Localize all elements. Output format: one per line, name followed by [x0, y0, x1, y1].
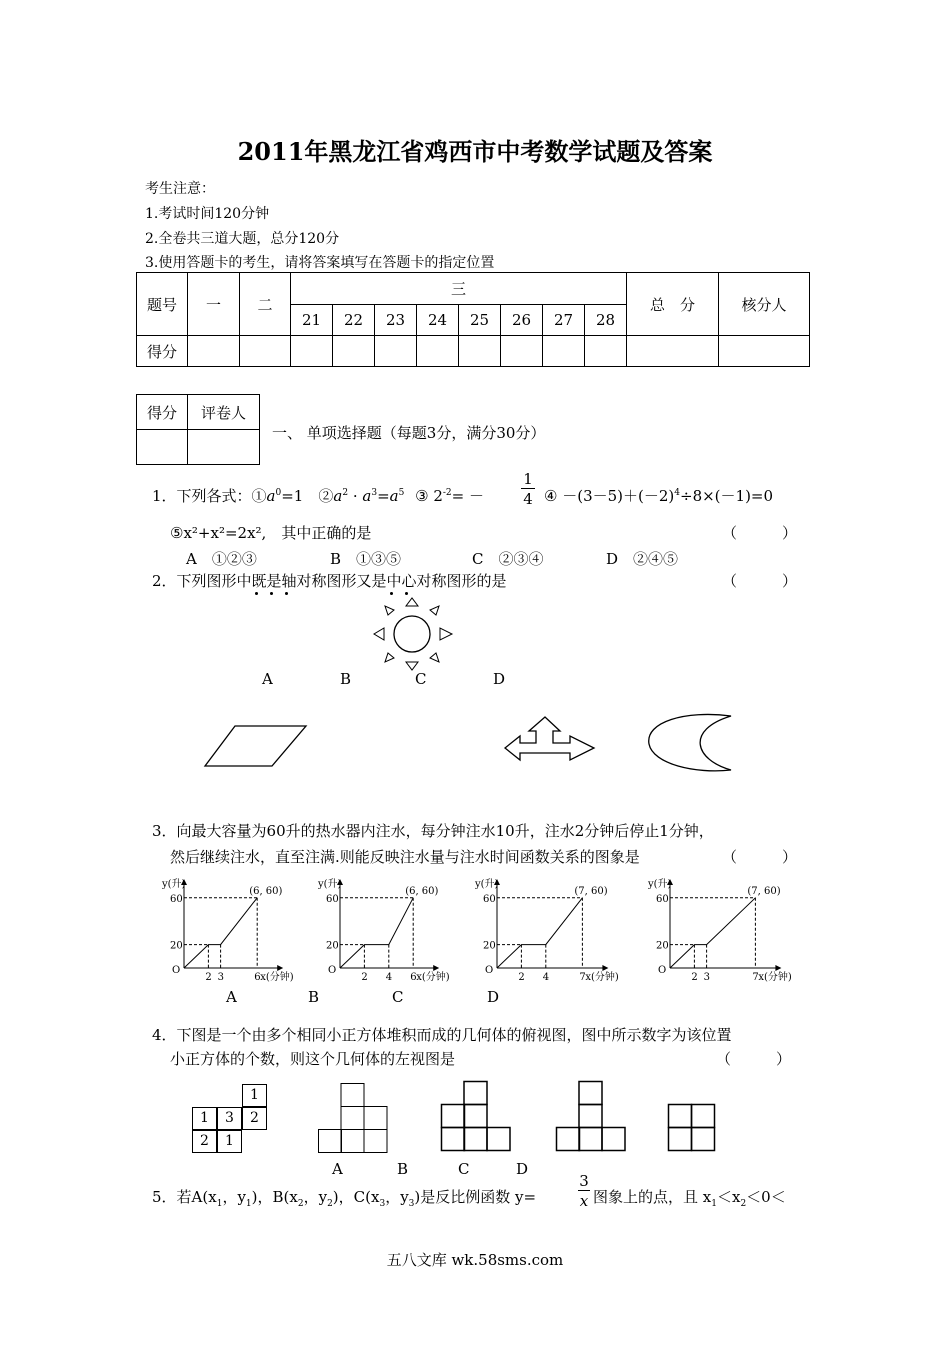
top-view-grid — [192, 1084, 270, 1156]
score-table-subnum: 25 — [459, 305, 501, 336]
origin-label: O — [485, 965, 494, 976]
x-tick-label: 2 — [205, 972, 212, 983]
top-view-cell: 2 — [192, 1130, 217, 1153]
origin-label: O — [328, 965, 337, 976]
notice-item: 1.考试时间120分钟 — [145, 206, 270, 222]
y-axis-label: y(升) — [162, 879, 186, 890]
x-axis-arrow — [277, 965, 283, 971]
x-axis-label: x(分钟) — [585, 972, 619, 983]
score-table-subnum: 27 — [543, 305, 585, 336]
score-cell[interactable] — [333, 336, 375, 367]
score-table-subnum: 28 — [585, 305, 627, 336]
q2-answer-paren[interactable]: （ ） — [722, 572, 798, 590]
q3-graph-c — [475, 875, 625, 987]
q3-label-b: B — [308, 988, 320, 1006]
x-tick-label: 2 — [691, 972, 698, 983]
y-axis-label: y(升) — [475, 879, 499, 890]
y-tick-label: 20 — [170, 940, 183, 952]
q1-line1: 1．下列各式：$①a^0=1$ $②a^2 \cdot a^3=a^5$ ③ $2^{-2}=$ － — [152, 487, 485, 505]
section1-heading: 一、 单项选择题（每题3分，满分30分） — [272, 424, 546, 442]
y-axis-label: y(升) — [318, 879, 342, 890]
score-cell[interactable] — [543, 336, 585, 367]
q2-text: 2．下列图形中既是轴对称图形又是中心对称图形的是 — [152, 572, 507, 590]
parallelogram-figure — [200, 722, 310, 770]
page-title: 2011年黑龙江省鸡西市中考数学试题及答案 — [237, 137, 713, 166]
q1-option-d[interactable]: D ②④⑤ — [606, 550, 679, 568]
q3-label-a: A — [226, 988, 237, 1006]
x-axis-arrow — [433, 965, 439, 971]
notice-item: 2.全卷共三道大题，总分120分 — [145, 231, 340, 247]
q4-answer-paren[interactable]: （ ） — [716, 1050, 792, 1068]
crescent-figure — [645, 712, 735, 774]
emphasis-dot — [390, 592, 393, 595]
series-line — [497, 898, 582, 968]
point-annotation: (6, 60) — [249, 885, 283, 897]
q1-fraction: $\frac{1}{4}$ — [521, 470, 535, 509]
score-table-checker: 核分人 — [719, 273, 810, 336]
score-table-part3: 三 — [291, 273, 627, 305]
q1-option-a[interactable]: A ①②③ — [186, 550, 257, 568]
x-tick-label: 2 — [361, 972, 368, 983]
q1-option-c[interactable]: C ②③④ — [472, 550, 544, 568]
origin-label: O — [658, 965, 667, 976]
q2-label-a: A — [262, 670, 273, 688]
x-tick-label: 2 — [518, 972, 525, 983]
q5-line1: 5．若$A(x_1$，$y_1$)，$B(x_2$，$y_2$)，$C(x_3$，$y_3$)是反比例函数 y= — [152, 1188, 537, 1209]
grader-box — [136, 394, 260, 465]
grader-score-label: 得分 — [137, 395, 188, 430]
score-cell[interactable] — [459, 336, 501, 367]
q4-label-c: C — [458, 1160, 470, 1178]
q4-label-b: B — [397, 1160, 409, 1178]
point-annotation: (6, 60) — [405, 885, 439, 897]
q2-label-c: C — [415, 670, 427, 688]
q3-label-c: C — [392, 988, 404, 1006]
q3-graph-d — [648, 875, 808, 987]
q4-label-d: D — [516, 1160, 529, 1178]
grader-label: 评卷人 — [188, 395, 260, 430]
score-cell[interactable] — [375, 336, 417, 367]
emphasis-dot — [285, 592, 288, 595]
page-footer: 五八文库 wk.58sms.com — [386, 1251, 564, 1269]
x-axis-label: x(分钟) — [416, 972, 450, 983]
q5-fraction: $\frac{3}{x}$ — [579, 1172, 589, 1210]
left-view-d — [668, 1104, 718, 1154]
arrow-figure — [500, 712, 600, 770]
score-table-subnum: 21 — [291, 305, 333, 336]
q1-option-b[interactable]: B ①③⑤ — [330, 550, 402, 568]
x-axis-arrow — [602, 965, 608, 971]
notice-heading: 考生注意： — [145, 181, 215, 197]
score-table-part2: 二 — [240, 273, 291, 336]
q4-line2: 小正方体的个数，则这个几何体的左视图是 — [170, 1050, 456, 1068]
q1-item4: ④ $-(3-5)+(-2)^4\div 8\times(-1)=0$ — [544, 487, 774, 505]
y-axis-label: y(升) — [648, 879, 672, 890]
grader-score-cell[interactable] — [137, 430, 188, 465]
emphasis-dot — [255, 592, 258, 595]
y-tick-label: 60 — [326, 893, 339, 905]
x-tick-label: 3 — [217, 972, 224, 983]
top-view-cell: 1 — [217, 1130, 242, 1153]
y-tick-label: 60 — [656, 893, 669, 905]
score-table-subnum: 24 — [417, 305, 459, 336]
score-table-header: 题号 — [137, 273, 188, 336]
x-tick-label: 4 — [385, 972, 393, 983]
q3-line2: 然后继续注水，直至注满.则能反映注水量与注水时间函数关系的图象是 — [170, 848, 640, 866]
score-cell[interactable] — [627, 336, 719, 367]
series-line — [670, 898, 755, 968]
point-annotation: (7, 60) — [574, 885, 608, 897]
q4-label-a: A — [332, 1160, 343, 1178]
score-cell[interactable] — [188, 336, 240, 367]
q3-line1: 3．向最大容量为60升的热水器内注水，每分钟注水10升，注水2分钟后停止1分钟， — [152, 822, 714, 840]
score-table-subnum: 26 — [501, 305, 543, 336]
y-tick-label: 60 — [483, 893, 496, 905]
emphasis-dot — [270, 592, 273, 595]
top-view-cell: 1 — [192, 1107, 217, 1130]
score-cell[interactable] — [417, 336, 459, 367]
score-cell[interactable] — [585, 336, 627, 367]
score-table — [136, 272, 810, 367]
sun-figure — [368, 596, 458, 672]
q3-graph-b — [318, 875, 468, 987]
q2-label-b: B — [340, 670, 352, 688]
x-tick-label: 6 — [410, 972, 417, 983]
y-tick-label: 20 — [656, 940, 669, 952]
x-tick-label: 3 — [703, 972, 710, 983]
q4-line1: 4．下图是一个由多个相同小正方体堆积而成的几何体的俯视图，图中所示数字为该位置 — [152, 1026, 732, 1044]
left-view-a — [318, 1083, 390, 1155]
q5-line1-tail: 图象上的点，且 $x_1<x_2<0<$ — [593, 1188, 786, 1209]
emphasis-dot — [405, 592, 408, 595]
top-view-cell: 2 — [242, 1107, 267, 1130]
y-tick-label: 60 — [170, 893, 183, 905]
q3-graph-a — [162, 875, 312, 987]
grader-name-cell[interactable] — [188, 430, 260, 465]
x-tick-label: 7 — [579, 972, 586, 983]
left-view-c — [556, 1081, 628, 1153]
score-table-part1: 一 — [188, 273, 240, 336]
y-tick-label: 20 — [326, 940, 339, 952]
left-view-b — [441, 1081, 513, 1153]
point-annotation: (7, 60) — [747, 885, 781, 897]
series-line — [340, 898, 413, 968]
score-cell[interactable] — [240, 336, 291, 367]
score-cell[interactable] — [501, 336, 543, 367]
top-view-cell: 3 — [217, 1107, 242, 1130]
score-table-subnum: 23 — [375, 305, 417, 336]
score-cell[interactable] — [719, 336, 810, 367]
score-cell[interactable] — [291, 336, 333, 367]
score-table-subnum: 22 — [333, 305, 375, 336]
q3-label-d: D — [487, 988, 500, 1006]
q2-label-d: D — [493, 670, 506, 688]
score-table-row-label: 得分 — [137, 336, 188, 367]
top-view-cell: 1 — [242, 1084, 267, 1107]
q3-answer-paren[interactable]: （ ） — [722, 848, 798, 866]
q1-line2: ⑤x²+x²=2x², 其中正确的是 — [170, 524, 372, 542]
x-axis-label: x(分钟) — [758, 972, 792, 983]
q1-answer-paren[interactable]: （ ） — [722, 524, 798, 542]
score-table-total: 总 分 — [627, 273, 719, 336]
x-axis-arrow — [775, 965, 781, 971]
x-tick-label: 6 — [254, 972, 261, 983]
notice-item: 3.使用答题卡的考生，请将答案填写在答题卡的指定位置 — [145, 255, 495, 271]
x-tick-label: 7 — [752, 972, 759, 983]
y-tick-label: 20 — [483, 940, 496, 952]
origin-label: O — [172, 965, 181, 976]
x-tick-label: 4 — [542, 972, 550, 983]
x-axis-label: x(分钟) — [260, 972, 294, 983]
